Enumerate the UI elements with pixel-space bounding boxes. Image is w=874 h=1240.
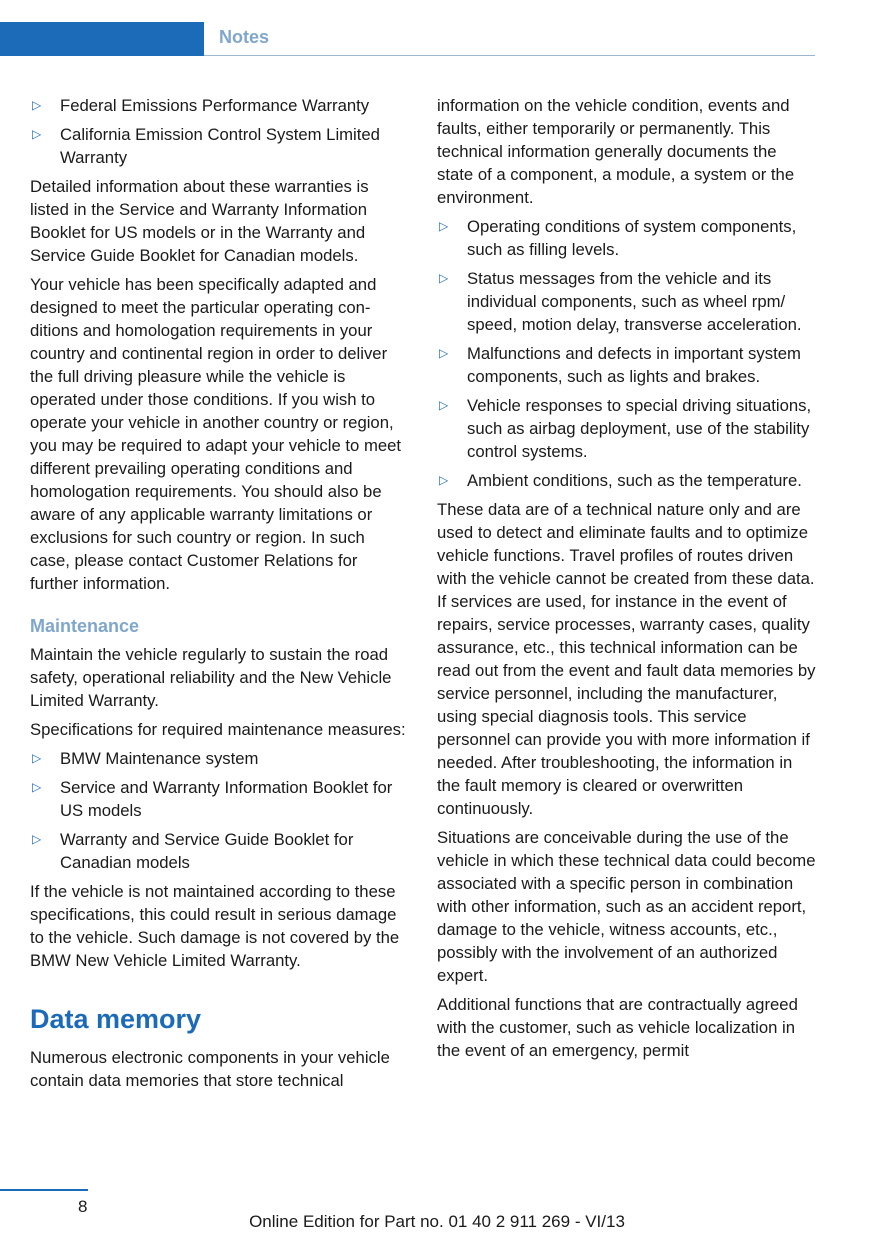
triangle-bullet-icon: ▷	[32, 832, 42, 846]
paragraph: Situations are conceivable during the use of the vehicle in which these technical data could become associated with a specific person in combination with other information, such as an accident report, damage to the vehicle, witness accounts, etc., possibly with the involvement of an authorized expert.	[437, 828, 816, 985]
data-memory-heading: Data memory	[30, 1004, 202, 1034]
header-rule	[204, 55, 815, 56]
list-item: ▷ Service and Warranty Information Booklet for US models	[32, 778, 393, 820]
list-item: ▷ BMW Maintenance system	[32, 749, 259, 768]
warranty-list	[30, 94, 406, 169]
triangle-bullet-icon: ▷	[32, 780, 42, 794]
triangle-bullet-icon: ▷	[439, 271, 449, 285]
paragraph: Maintain the vehicle regularly to sustain the road safety, operational reliability and the New Vehicle Limited Warranty.	[30, 645, 392, 710]
footer-rule	[0, 1189, 88, 1191]
right-column	[437, 94, 817, 1068]
list-item: ▷ California Emission Control System Limited Warranty	[32, 125, 380, 167]
maintenance-heading: Maintenance	[30, 616, 140, 636]
data-types-list	[437, 215, 817, 492]
maintenance-list	[30, 747, 406, 874]
section-title: Notes	[219, 27, 270, 47]
page-number: 8	[78, 1197, 88, 1216]
triangle-bullet-icon: ▷	[439, 219, 449, 233]
list-item: ▷ Federal Emissions Performance Warranty	[32, 96, 370, 115]
list-item: ▷ Vehicle responses to special driving situations, such as airbag deployment, use of the stability control systems.	[439, 396, 812, 461]
list-item: ▷ Operating conditions of system components, such as filling levels.	[439, 217, 797, 259]
paragraph: Specifications for required maintenance measures:	[30, 720, 406, 739]
list-item: ▷ Malfunctions and defects in important system components, such as lights and brakes.	[439, 344, 801, 386]
paragraph: If the vehicle is not maintained according to these specifications, this could result in serious damage to the vehicle. Such damage is not covered by the BMW New Vehicle Limited Warranty.	[30, 882, 400, 970]
paragraph: Numerous electronic components in your vehicle contain data memories that store technical	[30, 1048, 390, 1090]
paragraph: Your vehicle has been specifically adapted and designed to meet the particular operating conditions and homologation requirements in your country and continental region in order to deliver the full driving pleasure while the vehicle is operated under those conditions. If you wish to operate your vehicle in another country or region, you may be required to adapt your vehicle to meet different prevailing operating conditions and homologation requirements. You should also be aware of any applicable warranty limitations or exclusions for such country or region. In such case, please contact Customer Relations for further information.	[30, 275, 402, 593]
paragraph: information on the vehicle condition, events and faults, either temporarily or permanently. This technical information generally documents the state of a component, a module, a system or the environment.	[437, 96, 795, 207]
list-item: ▷ Warranty and Service Guide Booklet for Canadian models	[32, 830, 354, 872]
triangle-bullet-icon: ▷	[439, 398, 449, 412]
left-column	[30, 94, 406, 1098]
list-item: ▷ Ambient conditions, such as the temperature.	[439, 471, 802, 490]
edition-note: Online Edition for Part no. 01 40 2 911 269 - VI/13	[249, 1212, 625, 1231]
triangle-bullet-icon: ▷	[32, 751, 42, 765]
triangle-bullet-icon: ▷	[32, 127, 42, 141]
triangle-bullet-icon: ▷	[439, 473, 449, 487]
paragraph: Additional functions that are contractually agreed with the customer, such as vehicle localization in the event of an emergency, permit	[437, 995, 798, 1060]
header-bar	[0, 22, 204, 56]
paragraph: These data are of a technical nature only and are used to detect and eliminate faults and to optimize vehicle functions. Travel profiles of routes driven with the vehicle cannot be created from these data. If services are used, for instance in the event of repairs, service processes, warranty cases, quality assurance, etc., this technical information can be read out from the event and fault data memories by service personnel, including the manufacturer, using special diagnosis tools. This service personnel can provide you with more information if needed. After troubleshooting, the information in the fault memory is cleared or overwritten continuously.	[437, 500, 816, 818]
triangle-bullet-icon: ▷	[439, 346, 449, 360]
triangle-bullet-icon: ▷	[32, 98, 42, 112]
list-item: ▷ Status messages from the vehicle and its individual components, such as wheel rpm/ speed, motion delay, transverse acceleration.	[439, 269, 802, 334]
paragraph: Detailed information about these warranties is listed in the Service and Warranty Information Booklet for US models or in the Warranty and Service Guide Booklet for Canadian models.	[30, 177, 369, 265]
